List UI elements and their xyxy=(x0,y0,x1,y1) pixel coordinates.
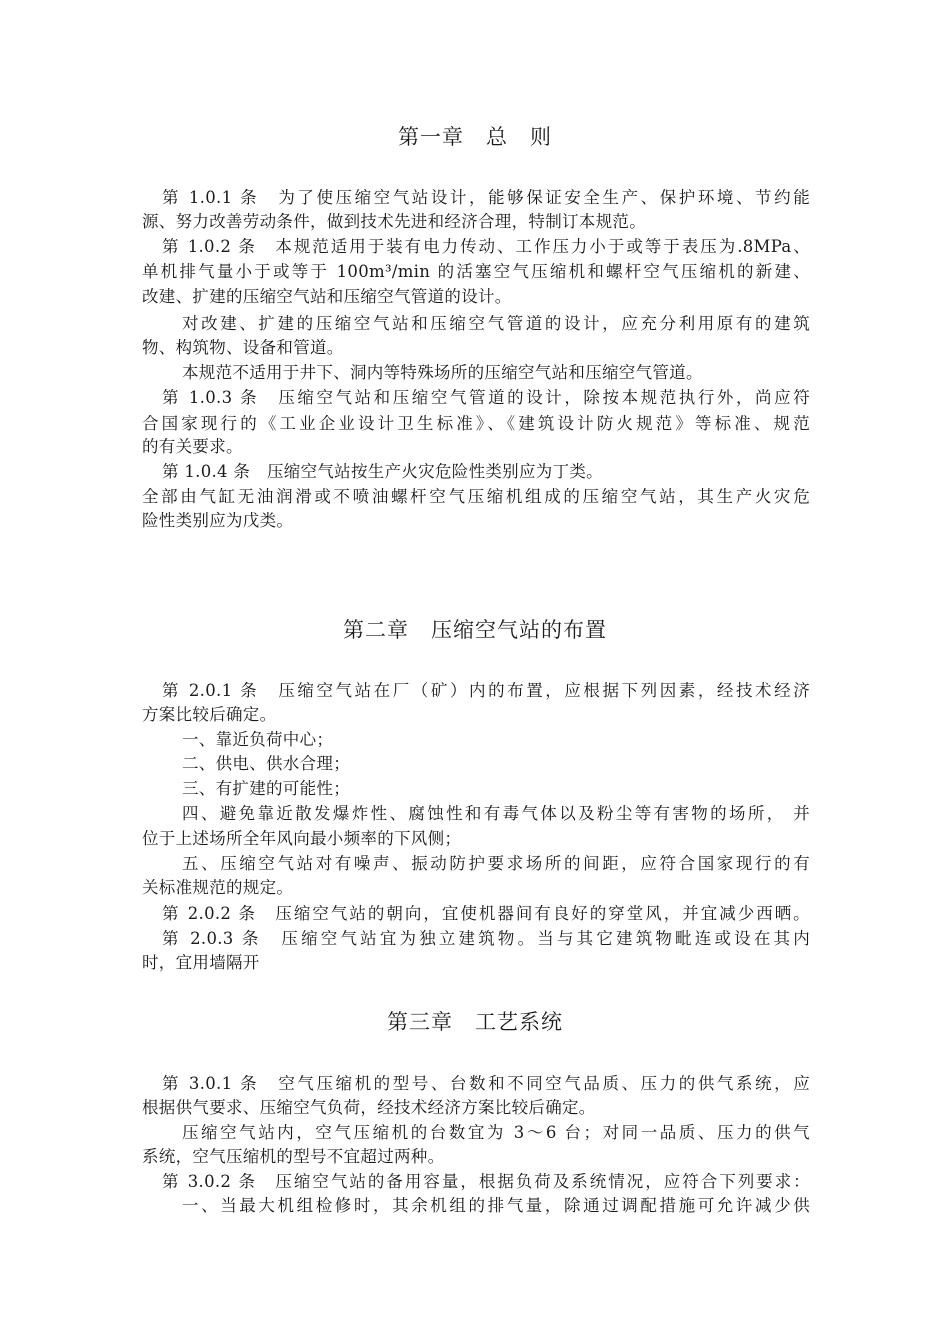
paragraph-line: 第 2.0.3 条 压缩空气站宜为独立建筑物。当与其它建筑物毗连或设在其内 xyxy=(162,929,810,948)
paragraph-line: 物、构筑物、设备和管道。 xyxy=(142,338,344,357)
paragraph-line: 方案比较后确定。 xyxy=(142,705,277,724)
paragraph-line: 第 1.0.2 条 本规范适用于装有电力传动、工作压力小于或等于表压为.8MPa、 xyxy=(162,237,810,256)
paragraph-line: 五、压缩空气站对有噪声、振动防护要求场所的间距，应符合国家现行的有 xyxy=(182,854,810,873)
paragraph-line: 时，宜用墙隔开 xyxy=(142,953,260,972)
paragraph-line: 第 3.0.1 条 空气压缩机的型号、台数和不同空气品质、压力的供气系统，应 xyxy=(162,1074,810,1093)
paragraph-line: 一、靠近负荷中心； xyxy=(182,730,334,749)
paragraph-line: 一、当最大机组检修时，其余机组的排气量，除通过调配措施可允许减少供 xyxy=(182,1196,810,1215)
paragraph-line: 三、有扩建的可能性； xyxy=(182,779,350,798)
paragraph-line: 单机排气量小于或等于 100m³/min 的活塞空气压缩机和螺杆空气压缩机的新建、 xyxy=(142,262,810,281)
paragraph-line: 的有关要求。 xyxy=(142,437,243,456)
paragraph-line: 全部由气缸无油润滑或不喷油螺杆空气压缩机组成的压缩空气站，其生产火灾危 xyxy=(142,487,810,506)
paragraph-line: 第 1.0.1 条 为了使压缩空气站设计，能够保证安全生产、保护环境、节约能 xyxy=(162,188,810,207)
paragraph-line: 四、避免靠近散发爆炸性、腐蚀性和有毒气体以及粉尘等有害物的场所， 并 xyxy=(182,804,810,823)
paragraph-line: 第 1.0.4 条 压缩空气站按生产火灾危险性类别应为丁类。 xyxy=(162,462,603,481)
paragraph-line: 本规范不适用于井下、洞内等特殊场所的压缩空气站和压缩空气管道。 xyxy=(182,363,703,382)
paragraph-line: 根据供气要求、压缩空气负荷，经技术经济方案比较后确定。 xyxy=(142,1098,596,1117)
paragraph-line: 第 2.0.1 条 压缩空气站在厂（矿）内的布置，应根据下列因素，经技术经济 xyxy=(162,681,810,700)
paragraph-line: 第 1.0.3 条 压缩空气站和压缩空气管道的设计，除按本规范执行外，尚应符 xyxy=(162,388,810,407)
paragraph-line: 对改建、扩建的压缩空气站和压缩空气管道的设计，应充分利用原有的建筑 xyxy=(182,314,810,333)
chapter-1-title: 第一章 总 则 xyxy=(398,125,552,149)
paragraph-line: 合国家现行的《工业企业设计卫生标准》、《建筑设计防火规范》等标准、规范 xyxy=(142,414,810,433)
paragraph-line: 系统，空气压缩机的型号不宜超过两种。 xyxy=(142,1147,445,1166)
paragraph-line: 压缩空气站内，空气压缩机的台数宜为 3～6 台；对同一品质、压力的供气 xyxy=(182,1123,810,1142)
paragraph-line: 险性类别应为戊类。 xyxy=(142,511,294,530)
chapter-3-title: 第三章 工艺系统 xyxy=(387,1010,563,1034)
paragraph-line: 源、努力改善劳动条件，做到技术先进和经济合理，特制订本规范。 xyxy=(142,212,646,231)
chapter-2-title: 第二章 压缩空气站的布置 xyxy=(343,618,607,642)
paragraph-line: 位于上述场所全年风向最小频率的下风侧； xyxy=(142,829,462,848)
paragraph-line: 二、供电、供水合理； xyxy=(182,754,350,773)
paragraph-line: 第 3.0.2 条 压缩空气站的备用容量，根据负荷及系统情况，应符合下列要求： xyxy=(162,1172,810,1191)
paragraph-line: 关标准规范的规定。 xyxy=(142,878,294,897)
paragraph-line: 第 2.0.2 条 压缩空气站的朝向，宜使机器间有良好的穿堂风，并宜减少西晒。 xyxy=(162,904,810,923)
paragraph-line: 改建、扩建的压缩空气站和压缩空气管道的设计。 xyxy=(142,287,512,306)
